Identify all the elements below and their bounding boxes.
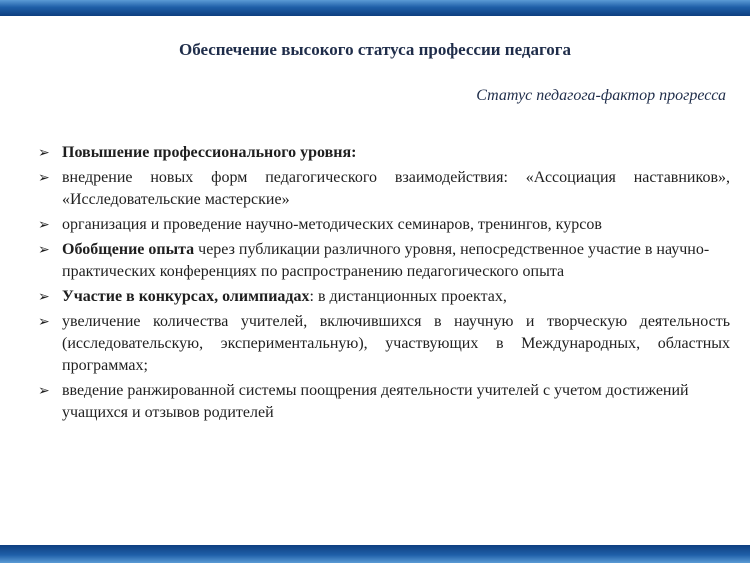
item-text: организация и проведение научно-методических семинаров, тренингов, курсов: [62, 216, 602, 233]
slide-title: Обеспечение высокого статуса профессии педагога: [178, 40, 572, 59]
bottom-decorative-band: [0, 545, 750, 563]
arrow-bullet-icon: ➢: [38, 242, 50, 258]
item-text: введение ранжированной системы поощрения деятельности учителей с учетом достижений учащихся и отзывов родителей: [62, 382, 689, 421]
arrow-bullet-icon: ➢: [38, 145, 50, 161]
item-text: через публикации различного уровня, непосредственное участие в научно-практических конференциях по распространению педагогического опыта: [62, 241, 710, 280]
item-text: : в дистанционных проектах,: [309, 288, 507, 305]
bullet-list: [36, 142, 730, 427]
item-text: внедрение новых форм педагогического взаимодействия: «Ассоциация наставников», «Исследовательские мастерские»: [62, 169, 730, 208]
item-bold-text: Повышение профессионального уровня:: [62, 144, 357, 161]
slide-subtitle: Статус педагога-фактор прогресса: [476, 87, 726, 104]
list-item: [36, 239, 730, 283]
arrow-bullet-icon: ➢: [38, 217, 50, 233]
list-item: [36, 214, 730, 236]
list-item: [36, 286, 730, 308]
arrow-bullet-icon: ➢: [38, 383, 50, 399]
list-item: [36, 142, 730, 164]
list-item: [36, 380, 730, 424]
item-bold-text: Обобщение опыта: [62, 241, 195, 258]
list-item: [36, 167, 730, 211]
top-decorative-band: [0, 0, 750, 16]
arrow-bullet-icon: ➢: [38, 314, 50, 330]
item-bold-text: Участие в конкурсах, олимпиадах: [62, 288, 310, 305]
arrow-bullet-icon: ➢: [38, 170, 50, 186]
item-text: увеличение количества учителей, включившихся в научную и творческую деятельность (исследовательскую, экспериментальную), участвующих в Международных, областных программах;: [62, 313, 730, 374]
arrow-bullet-icon: ➢: [38, 289, 50, 305]
list-item: [36, 311, 730, 377]
